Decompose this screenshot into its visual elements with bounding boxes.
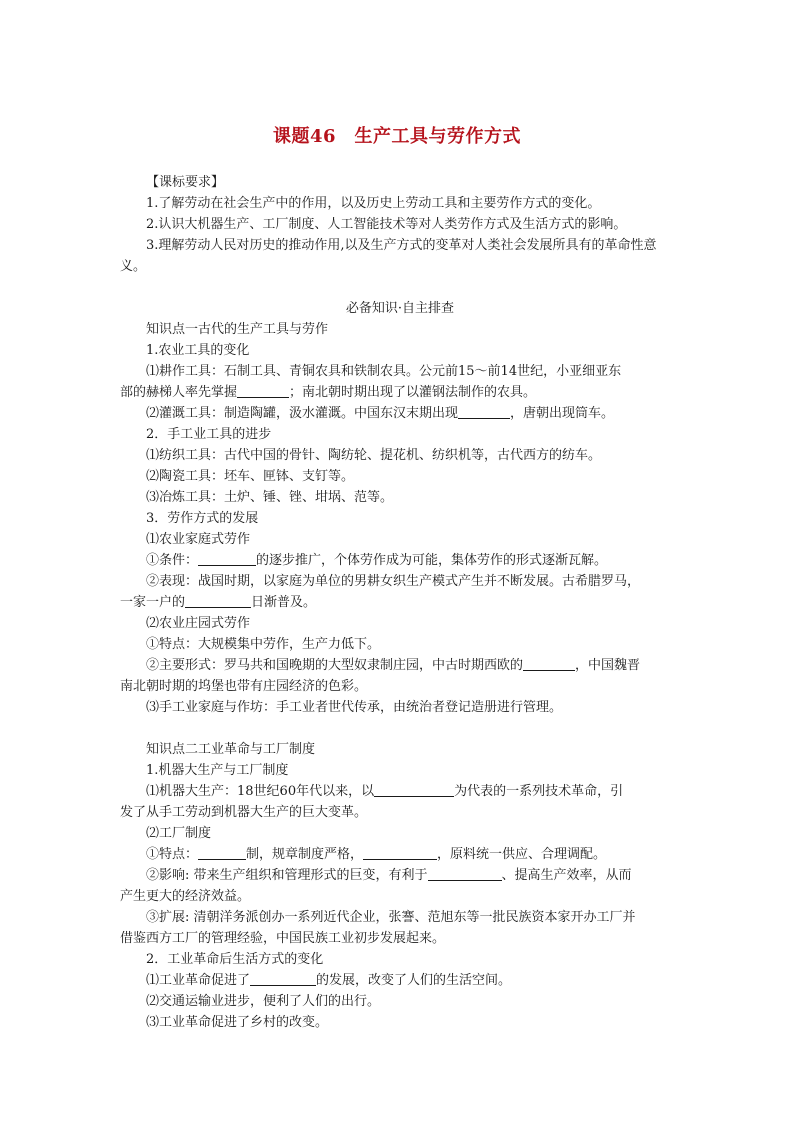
fill-blank[interactable] <box>458 404 510 419</box>
paragraph: ②表现：战国时期，以家庭为单位的男耕女织生产模式产生并不断发展。古希腊罗马， <box>146 574 641 589</box>
subheading: 1.农业工具的变化 <box>146 343 250 358</box>
requirement-item: 2.认识大机器生产、工厂制度、人工智能技术等对人类劳作方式及生活方式的影响。 <box>146 217 627 232</box>
subheading: 3．劳作方式的发展 <box>146 511 259 526</box>
paragraph: 产生更大的经济效益。 <box>120 889 251 904</box>
paragraph: ②主要形式：罗马共和国晚期的大型奴隶制庄园，中古时期西欧的 ，中国魏晋 <box>146 658 641 673</box>
fill-blank[interactable] <box>198 845 246 860</box>
knowledge-point-title: 知识点一古代的生产工具与劳作 <box>146 322 329 337</box>
knowledge-point-title: 知识点二工业革命与工厂制度 <box>146 742 316 757</box>
paragraph: ⑶手工业家庭与作坊：手工业者世代传承，由统治者登记造册进行管理。 <box>146 700 563 715</box>
paragraph: ②影响: 带来生产组织和管理形式的巨变，有利于 、提高生产效率，从而 <box>146 868 632 883</box>
fill-blank[interactable] <box>428 866 502 881</box>
requirement-item: 3.理解劳动人民对历史的推动作用,以及生产方式的变革对人类社会发展所具有的革命性意义。 <box>120 238 657 274</box>
paragraph: ⑵工厂制度 <box>146 826 212 841</box>
paragraph: ①特点： 制，规章制度严格， ，原料统一供应、合理调配。 <box>146 847 607 862</box>
paragraph: ⑵交通运输业进步，便利了人们的出行。 <box>146 994 381 1009</box>
section-title: 必备知识·自主排查 <box>345 301 455 316</box>
paragraph: ⑵灌溉工具：制造陶罐，汲水灌溉。中国东汉末期出现 ，唐朝出现筒车。 <box>146 406 615 421</box>
paragraph: ⑵陶瓷工具：坯车、匣钵、支钉等。 <box>146 469 355 484</box>
requirements-heading: 【课标要求】 <box>146 175 225 190</box>
paragraph: 南北朝时期的坞堡也带有庄园经济的色彩。 <box>120 679 368 694</box>
fill-blank[interactable] <box>250 971 316 986</box>
paragraph: ⑴工业革命促进了 的发展，改变了人们的生活空间。 <box>146 973 512 988</box>
paragraph: 发了从手工劳动到机器大生产的巨大变革。 <box>120 805 368 820</box>
fill-blank[interactable] <box>374 782 454 797</box>
paragraph: ⑵农业庄园式劳作 <box>146 616 251 631</box>
subheading: 2．手工业工具的进步 <box>146 427 272 442</box>
paragraph: ①条件： 的逐步推广，个体劳作成为可能，集体劳作的形式逐渐瓦解。 <box>146 553 608 568</box>
fill-blank[interactable] <box>237 383 289 398</box>
paragraph: 部的赫梯人率先掌握 ；南北朝时期出现了以灌钢法制作的农具。 <box>120 385 537 400</box>
paragraph: ⑴纺织工具：古代中国的骨针、陶纺轮、提花机、纺织机等，古代西方的纺车。 <box>146 448 602 463</box>
paragraph: ⑶工业革命促进了乡村的改变。 <box>146 1015 329 1030</box>
paragraph: ⑶冶炼工具：土炉、锤、锉、坩埚、范等。 <box>146 490 394 505</box>
page-title: 课题46 生产工具与劳作方式 <box>272 126 522 147</box>
paragraph: ③扩展: 清朝洋务派创办一系列近代企业，张謇、范旭东等一批民族资本家开办工厂并 <box>146 910 636 925</box>
subheading: 2．工业革命后生活方式的变化 <box>146 952 324 967</box>
fill-blank[interactable] <box>523 656 575 671</box>
paragraph: ⑴机器大生产：18世纪60年代以来，以 为代表的一系列技术革命，引 <box>146 784 624 799</box>
paragraph: 一家一户的 日渐普及。 <box>120 595 317 610</box>
fill-blank[interactable] <box>198 551 256 566</box>
paragraph: ⑴耕作工具：石制工具、青铜农具和铁制农具。公元前15～前14世纪，小亚细亚东 <box>146 364 622 379</box>
subheading: 1.机器大生产与工厂制度 <box>146 763 289 778</box>
fill-blank[interactable] <box>363 845 437 860</box>
paragraph: 借鉴西方工厂的管理经验，中国民族工业初步发展起来。 <box>120 931 446 946</box>
fill-blank[interactable] <box>185 593 251 608</box>
document-body <box>120 172 680 1033</box>
requirement-item: 1.了解劳动在社会生产中的作用，以及历史上劳动工具和主要劳作方式的变化。 <box>146 196 601 211</box>
paragraph: ⑴农业家庭式劳作 <box>146 532 251 547</box>
paragraph: ①特点：大规模集中劳作，生产力低下。 <box>146 637 381 652</box>
